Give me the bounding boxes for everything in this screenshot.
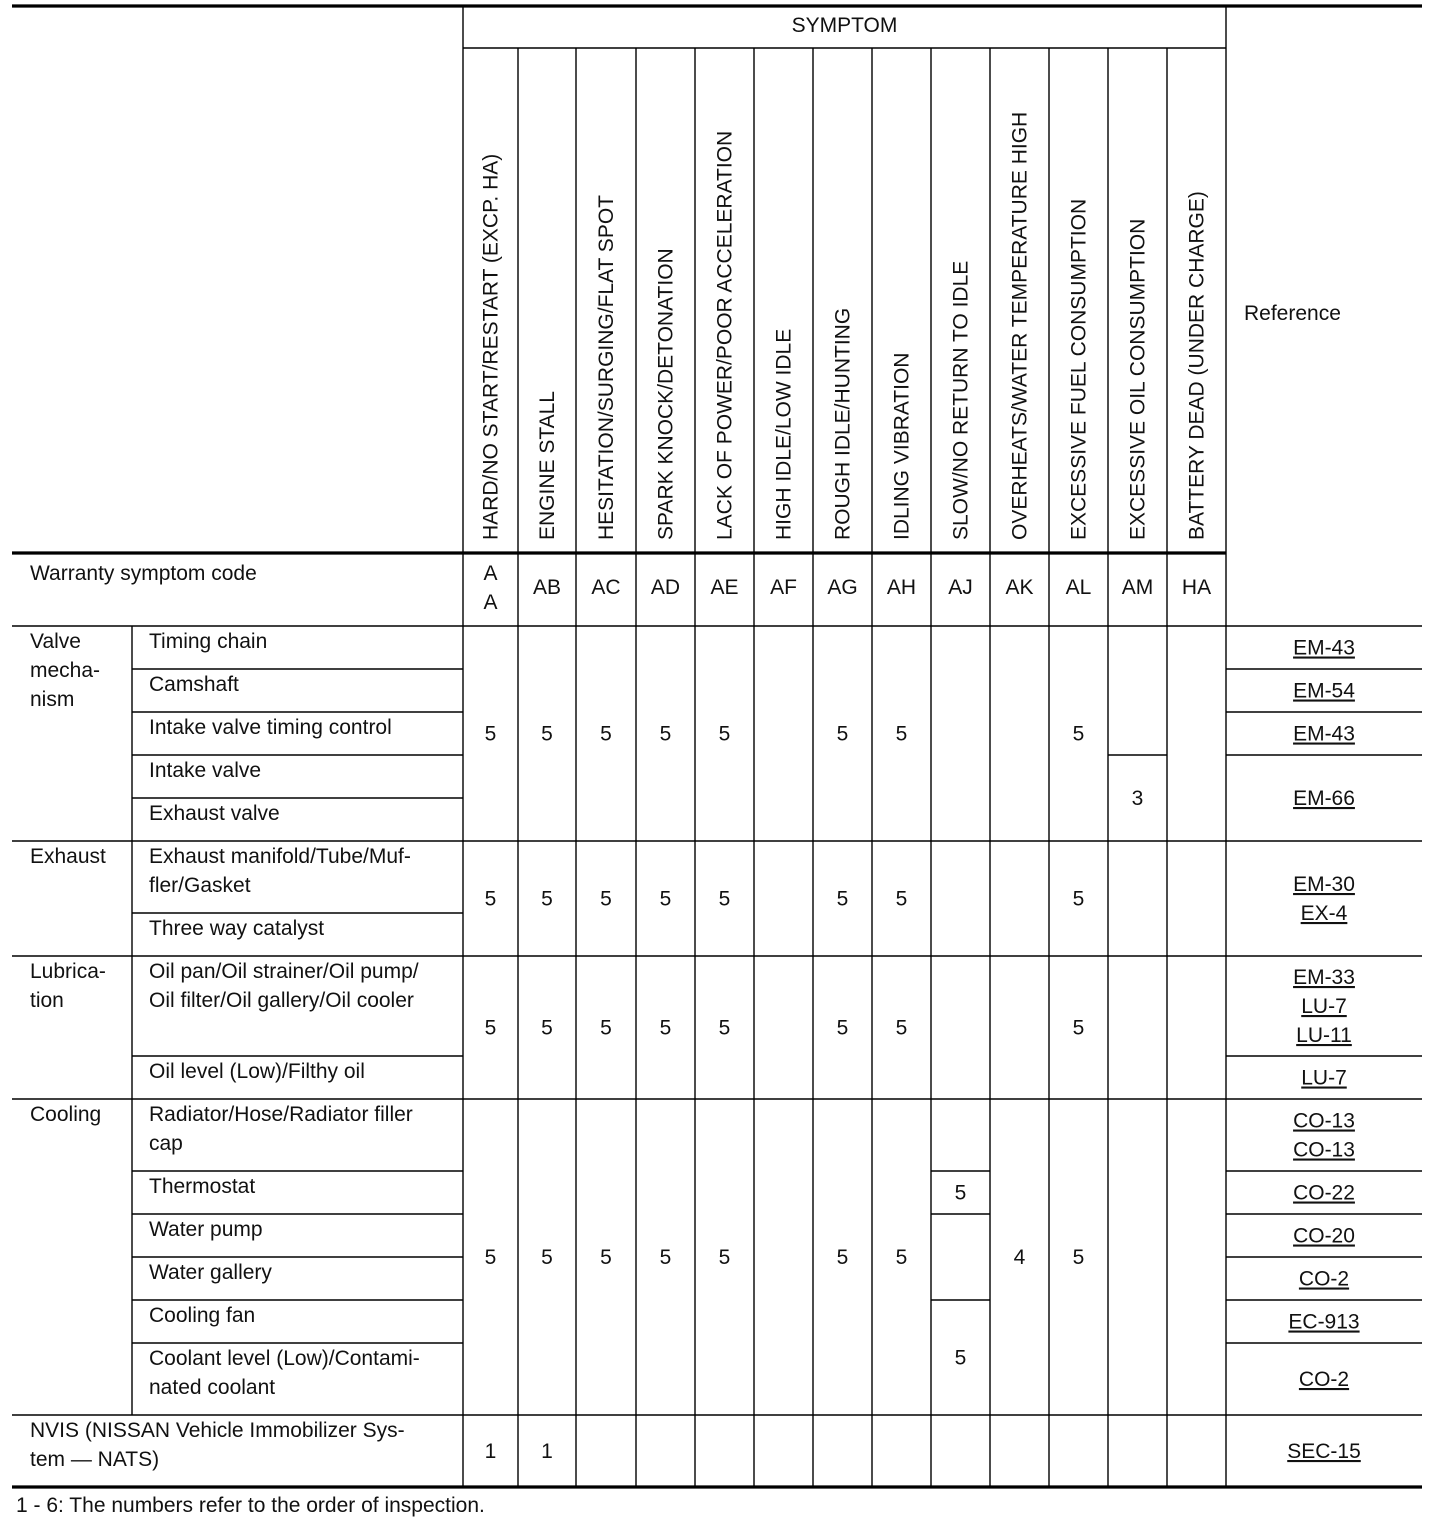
reference-link[interactable]: EM-66 <box>1293 787 1355 810</box>
warranty-code: AG <box>827 576 858 599</box>
row-label: Thermostat <box>149 1175 256 1198</box>
inspection-order-value: 5 <box>659 1016 672 1040</box>
warranty-code: AK <box>1005 576 1034 599</box>
symptom-column-header: EXCESSIVE OIL CONSUMPTION <box>1126 218 1150 540</box>
reference-link[interactable]: LU-7 <box>1301 1066 1347 1090</box>
reference-link[interactable]: EM-30 <box>1293 873 1355 896</box>
inspection-order-value: 5 <box>659 722 672 746</box>
reference-link[interactable]: SEC-15 <box>1287 1440 1361 1463</box>
inspection-order-value: 5 <box>484 1246 497 1269</box>
footnote: 1 - 6: The numbers refer to the order of inspection. <box>16 1494 485 1517</box>
row-label: Oil pan/Oil strainer/Oil pump/ <box>149 960 419 983</box>
reference-link[interactable]: EM-43 <box>1293 636 1355 660</box>
reference-link[interactable]: CO-13 <box>1293 1109 1355 1133</box>
symptom-column-header: HESITATION/SURGING/FLAT SPOT <box>595 195 618 540</box>
symptom-matrix-table <box>12 4 1422 1490</box>
inspection-order-value: 5 <box>895 1016 908 1040</box>
row-label: Cooling fan <box>149 1304 256 1327</box>
inspection-order-value: 5 <box>1072 722 1085 746</box>
reference-link[interactable]: CO-20 <box>1293 1224 1355 1248</box>
reference-header: Reference <box>1244 302 1341 325</box>
row-label: fler/Gasket <box>149 874 251 897</box>
inspection-order-value: 4 <box>1013 1246 1026 1269</box>
inspection-order-value: 5 <box>895 1246 908 1269</box>
reference-link[interactable]: CO-13 <box>1293 1138 1355 1162</box>
warranty-code: AD <box>650 576 681 599</box>
warranty-code-label: Warranty symptom code <box>30 562 257 585</box>
warranty-code: A <box>483 562 498 585</box>
inspection-order-value: 3 <box>1131 787 1144 810</box>
inspection-order-value: 5 <box>600 1016 612 1040</box>
symptom-header: SYMPTOM <box>791 14 898 37</box>
inspection-order-value: 5 <box>600 722 612 746</box>
group-name: tion <box>30 989 64 1012</box>
reference-link[interactable]: EM-54 <box>1293 679 1355 703</box>
inspection-order-value: 5 <box>600 1246 612 1269</box>
row-label: Three way catalyst <box>149 917 325 940</box>
inspection-order-value: 5 <box>541 722 553 746</box>
row-label: cap <box>149 1132 183 1155</box>
row-label: tem — NATS) <box>30 1448 160 1471</box>
row-label: Oil level (Low)/Filthy oil <box>149 1060 365 1083</box>
group-name: mecha- <box>30 659 101 682</box>
warranty-code: AE <box>710 576 739 599</box>
inspection-order-value: 5 <box>541 887 553 911</box>
row-label: Timing chain <box>149 630 268 653</box>
warranty-code: AF <box>770 576 797 599</box>
inspection-order-value: 5 <box>1072 1016 1085 1040</box>
inspection-order-value: 5 <box>954 1181 967 1205</box>
inspection-order-value: 5 <box>718 887 731 911</box>
reference-link[interactable]: EC-913 <box>1288 1310 1360 1334</box>
inspection-order-value: 5 <box>895 887 908 911</box>
symptom-column-header: IDLING VIBRATION <box>890 352 914 540</box>
row-label: Camshaft <box>149 673 239 696</box>
warranty-code: AL <box>1065 576 1092 599</box>
symptom-column-header: HARD/NO START/RESTART (EXCP. HA) <box>479 153 503 540</box>
inspection-order-value: 5 <box>836 722 849 746</box>
symptom-column-header: BATTERY DEAD (UNDER CHARGE) <box>1185 191 1209 540</box>
row-label: NVIS (NISSAN Vehicle Immobilizer Sys- <box>30 1419 405 1442</box>
symptom-column-header: ROUGH IDLE/HUNTING <box>831 307 855 540</box>
group-name: Exhaust <box>30 845 106 868</box>
inspection-order-value: 5 <box>1072 887 1085 911</box>
inspection-order-value: 5 <box>836 887 849 911</box>
row-label: Coolant level (Low)/Contami- <box>149 1347 420 1370</box>
warranty-code: A <box>483 591 498 614</box>
inspection-order-value: 5 <box>836 1246 849 1269</box>
inspection-order-value: 5 <box>484 1016 497 1040</box>
row-label: Intake valve timing control <box>149 716 392 739</box>
inspection-order-value: 1 <box>484 1440 497 1463</box>
group-name: Cooling <box>30 1103 102 1126</box>
reference-link[interactable]: CO-2 <box>1298 1368 1350 1391</box>
row-label: Intake valve <box>149 759 262 782</box>
group-name: Lubrica- <box>30 960 106 983</box>
group-name: Valve <box>30 630 81 653</box>
row-label: Exhaust valve <box>149 802 280 825</box>
inspection-order-value: 5 <box>541 1016 553 1040</box>
row-label: Exhaust manifold/Tube/Muf- <box>149 845 411 868</box>
warranty-code: AH <box>886 576 917 599</box>
row-label: Radiator/Hose/Radiator filler <box>149 1103 413 1126</box>
inspection-order-value: 5 <box>1072 1246 1085 1269</box>
reference-link[interactable]: CO-2 <box>1298 1267 1350 1291</box>
warranty-code: HA <box>1181 576 1212 599</box>
group-name: nism <box>30 688 75 711</box>
row-label: Water pump <box>149 1218 263 1241</box>
reference-link[interactable]: LU-11 <box>1296 1024 1352 1047</box>
reference-link[interactable]: EM-33 <box>1293 966 1355 989</box>
inspection-order-value: 5 <box>541 1246 553 1269</box>
inspection-order-value: 1 <box>541 1440 553 1463</box>
inspection-order-value: 5 <box>718 722 731 746</box>
symptom-column-header: SPARK KNOCK/DETONATION <box>654 248 678 540</box>
inspection-order-value: 5 <box>600 887 612 911</box>
inspection-order-value: 5 <box>484 887 497 911</box>
symptom-column-header: SLOW/NO RETURN TO IDLE <box>949 260 973 540</box>
reference-link[interactable]: EX-4 <box>1300 902 1348 925</box>
inspection-order-value: 5 <box>718 1016 731 1040</box>
symptom-column-header: LACK OF POWER/POOR ACCELERATION <box>713 130 737 540</box>
warranty-code: AB <box>532 576 562 599</box>
symptom-column-header: ENGINE STALL <box>536 391 559 540</box>
inspection-order-value: 5 <box>659 1246 672 1269</box>
row-label: Oil filter/Oil gallery/Oil cooler <box>149 989 414 1012</box>
symptom-column-header: OVERHEATS/WATER TEMPERATURE HIGH <box>1008 111 1032 540</box>
inspection-order-value: 5 <box>484 722 497 746</box>
symptom-column-header: HIGH IDLE/LOW IDLE <box>772 328 796 540</box>
inspection-order-value: 5 <box>659 887 672 911</box>
inspection-order-value: 5 <box>718 1246 731 1269</box>
reference-link[interactable]: EM-43 <box>1293 722 1355 746</box>
row-label: Water gallery <box>149 1261 272 1284</box>
reference-link[interactable]: LU-7 <box>1301 995 1347 1018</box>
reference-link[interactable]: CO-22 <box>1293 1181 1355 1205</box>
warranty-code: AJ <box>948 576 973 599</box>
row-label: nated coolant <box>149 1376 276 1399</box>
symptom-column-header: EXCESSIVE FUEL CONSUMPTION <box>1067 198 1091 540</box>
inspection-order-value: 5 <box>954 1346 967 1370</box>
inspection-order-value: 5 <box>895 722 908 746</box>
warranty-code: AM <box>1121 576 1154 599</box>
inspection-order-value: 5 <box>836 1016 849 1040</box>
warranty-code: AC <box>591 576 621 599</box>
